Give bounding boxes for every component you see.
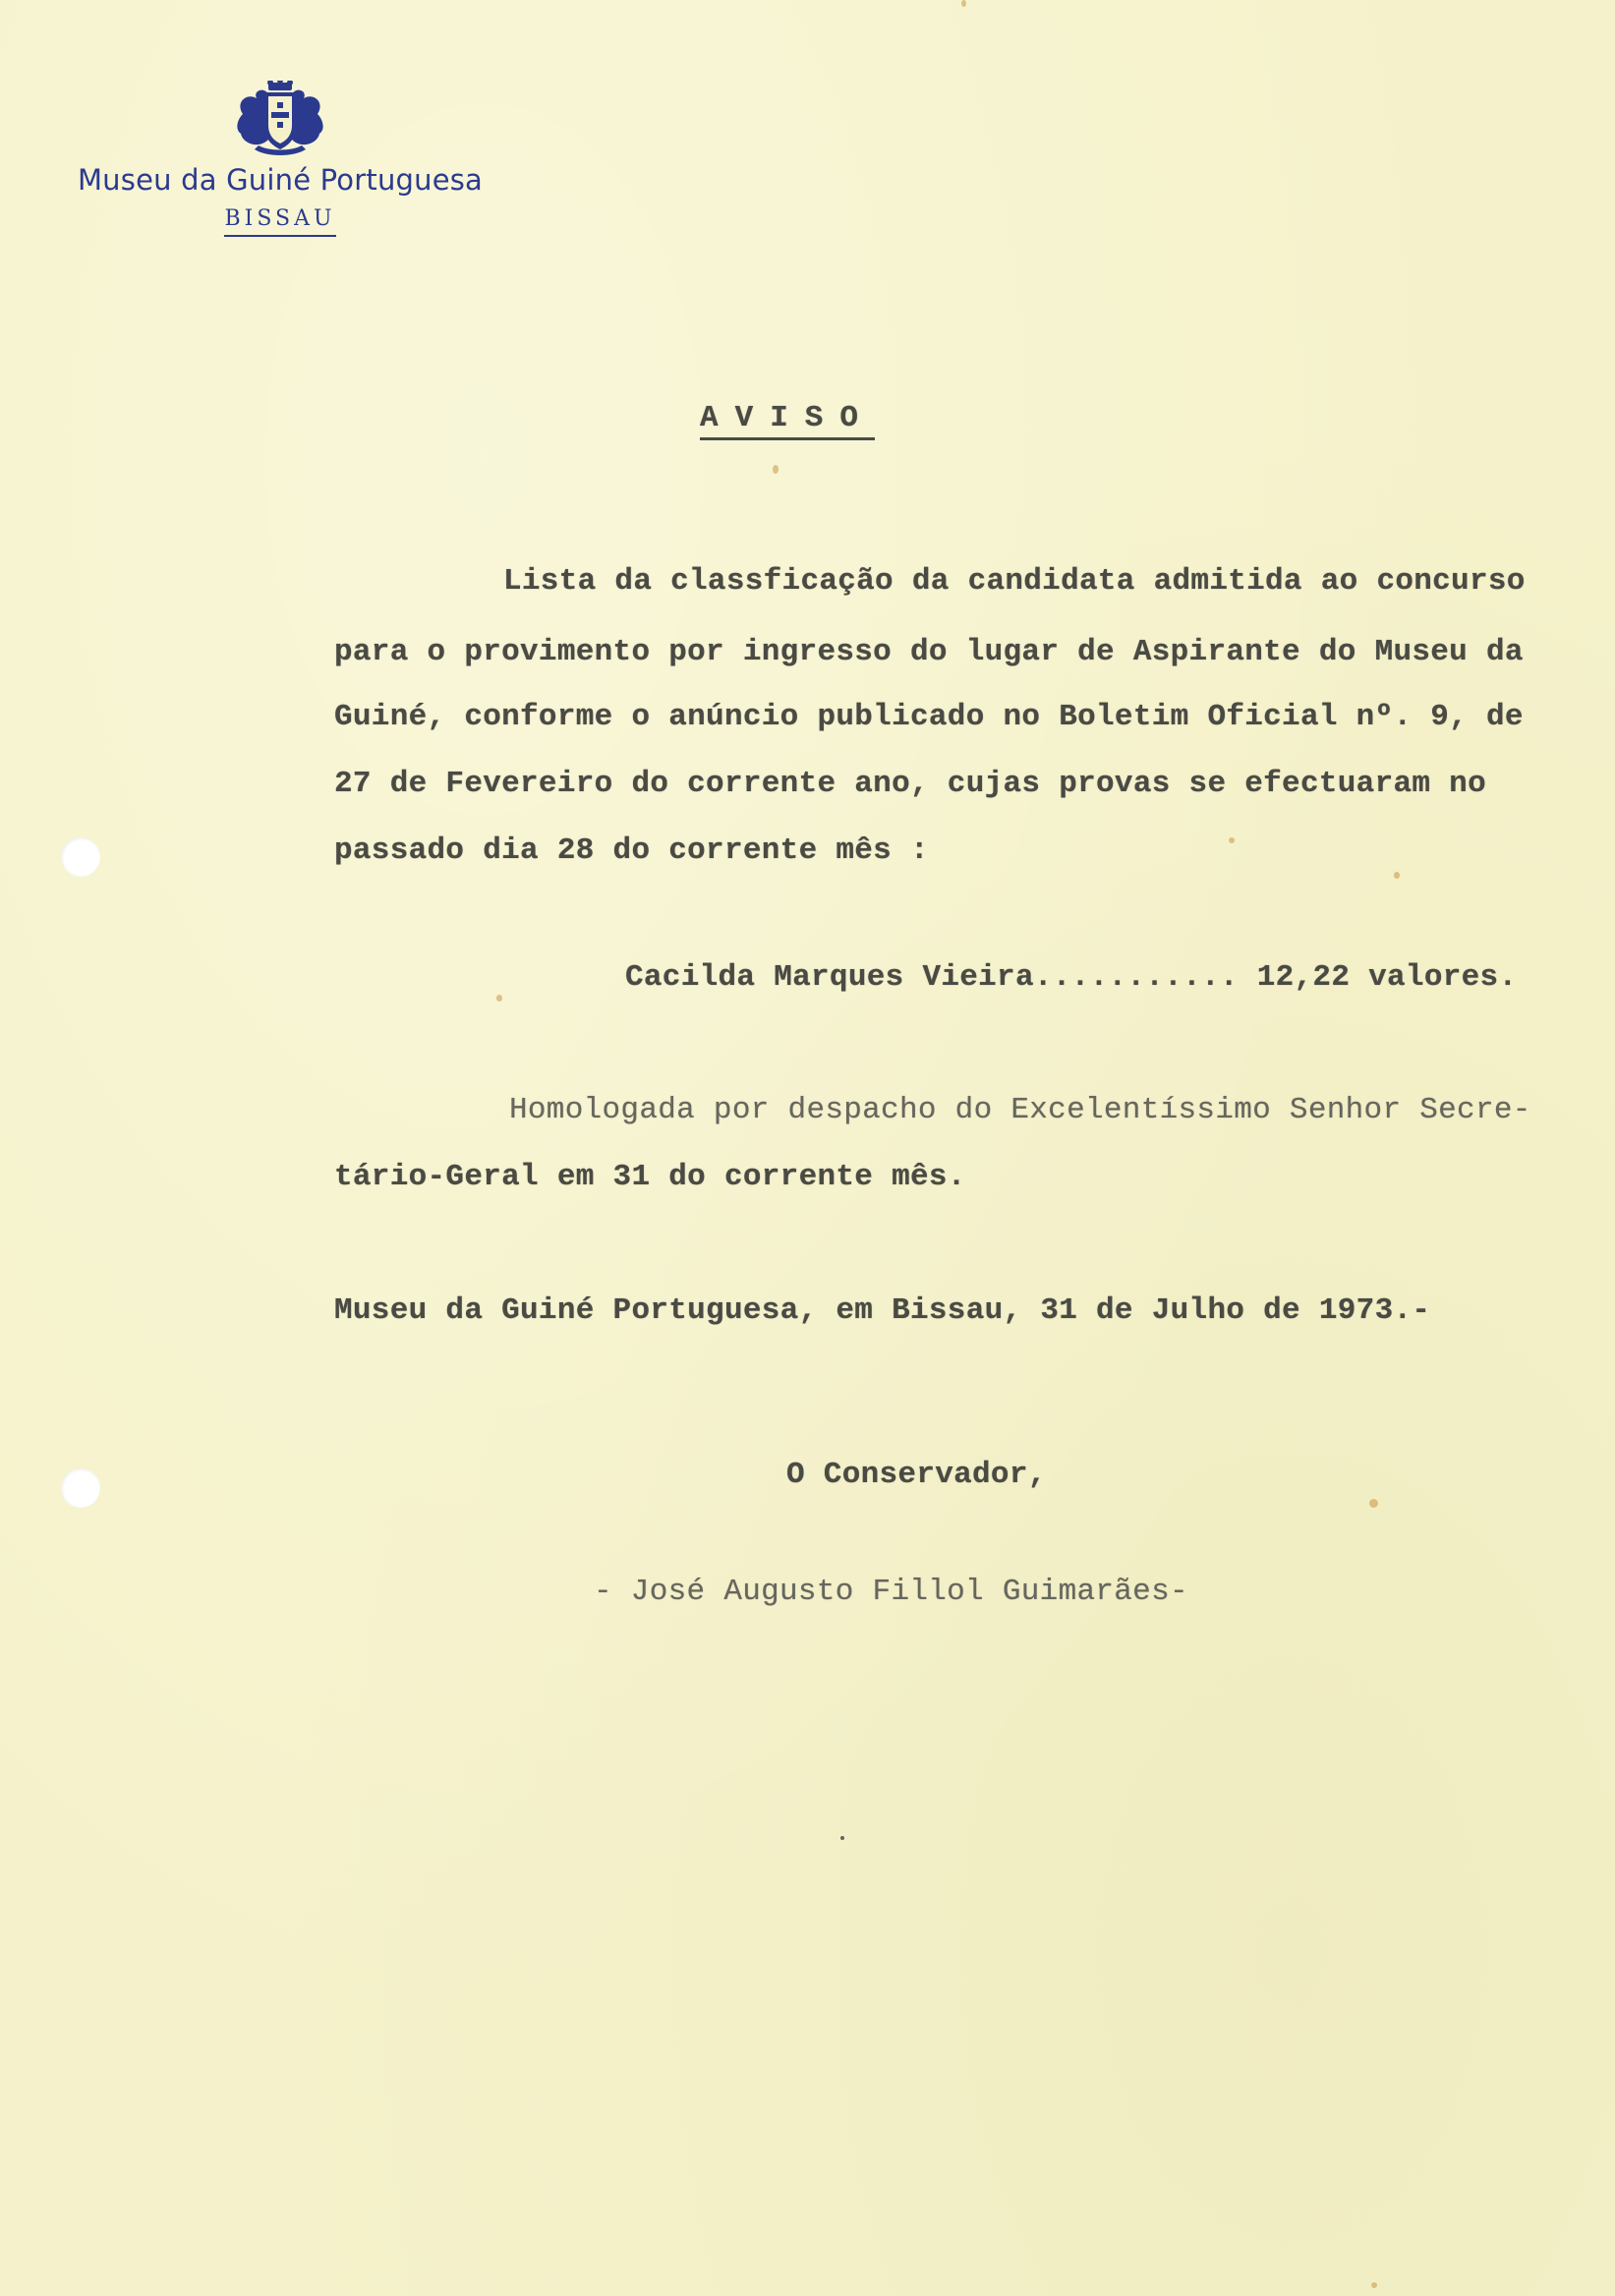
paper-speck [840, 1836, 844, 1840]
homologation-line: Homologada por despacho do Excelentíssimo Senhor Secre- [509, 1093, 1531, 1127]
homologation-line: tário-Geral em 31 do corrente mês. [334, 1160, 966, 1194]
paper-speck [1229, 837, 1235, 843]
paragraph-line: para o provimento por ingresso do lugar de Aspirante do Museu da [334, 635, 1524, 669]
paper-speck [1369, 1499, 1378, 1508]
paragraph-line: 27 de Fevereiro do corrente ano, cujas provas se efectuaram no [334, 767, 1486, 801]
coat-of-arms-icon [233, 81, 327, 159]
paper-speck [1371, 2282, 1377, 2288]
paragraph-line: passado dia 28 do corrente mês : [334, 833, 929, 868]
paper-speck [1394, 872, 1400, 879]
paper-speck [496, 995, 502, 1002]
organization-city: BISSAU [224, 206, 335, 237]
paragraph-line: Guiné, conforme o anúncio publicado no Boletim Oficial nº. 9, de [334, 700, 1524, 734]
signatory-title: O Conservador, [786, 1458, 1047, 1492]
letterhead [59, 81, 501, 237]
paper-speck [773, 465, 779, 474]
organization-name: Museu da Guiné Portuguesa [77, 163, 484, 197]
punch-hole-bottom [61, 1468, 100, 1508]
punch-hole-top [61, 837, 100, 877]
candidate-result: Cacilda Marques Vieira........... 12,22 valores. [625, 960, 1518, 995]
paragraph-line: Lista da classficação da candidata admitida ao concurso [503, 564, 1526, 599]
paper-speck [961, 0, 966, 7]
signatory-name: - José Augusto Fillol Guimarães- [594, 1575, 1188, 1609]
document-title: AVISO [700, 401, 875, 440]
place-date: Museu da Guiné Portuguesa, em Bissau, 31 de Julho de 1973.- [334, 1293, 1431, 1328]
